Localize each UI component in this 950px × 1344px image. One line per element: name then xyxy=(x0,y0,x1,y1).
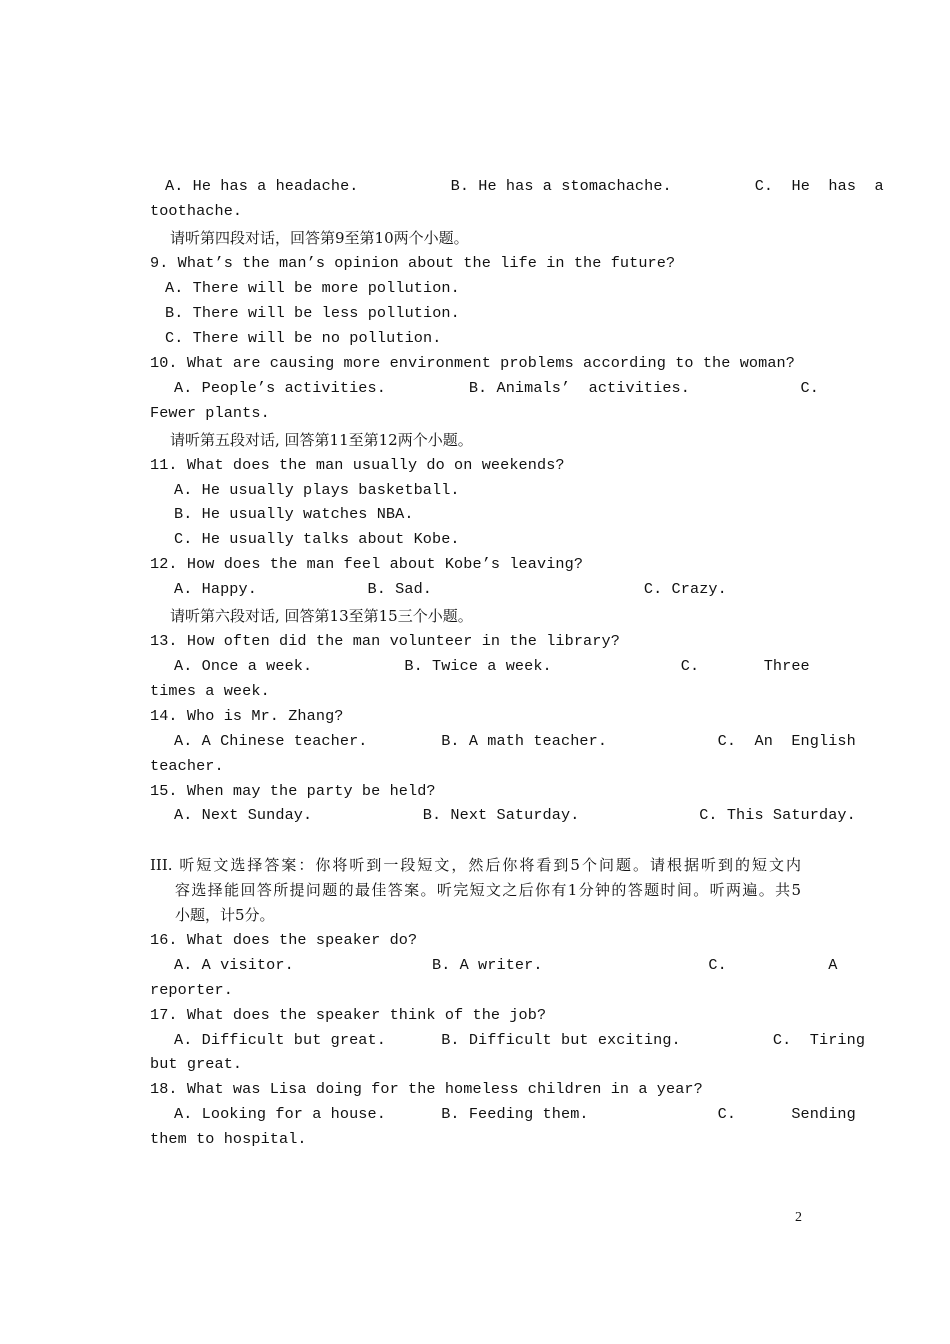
q11-option-c: C. He usually talks about Kobe. xyxy=(174,530,460,548)
q8-options: A. He has a headache. B. He has a stomachache. C. He has a xyxy=(165,177,884,195)
q12-options: A. Happy. B. Sad. C. Crazy. xyxy=(174,580,727,598)
q17-options-continued: but great. xyxy=(150,1055,243,1073)
q9-question: 9. What’s the man’s opinion about the life in the future? xyxy=(150,254,676,272)
q17-question: 17. What does the speaker think of the job? xyxy=(150,1006,547,1024)
section5-instruction: 请听第五段对话, 回答第11至第12两个小题。 xyxy=(170,431,473,449)
q13-options: A. Once a week. B. Twice a week. C. Three xyxy=(174,657,810,675)
part3-instruction-line2: 容选择能回答所提问题的最佳答案。听完短文之后你有1分钟的答题时间。听两遍。共5 xyxy=(175,881,801,899)
page-number: 2 xyxy=(795,1210,802,1225)
q11-option-b: B. He usually watches NBA. xyxy=(174,505,414,523)
q12-question: 12. How does the man feel about Kobe’s leaving? xyxy=(150,555,584,573)
q14-options-continued: teacher. xyxy=(150,757,224,775)
q14-question: 14. Who is Mr. Zhang? xyxy=(150,707,344,725)
part3-instruction-line1: III. 听短文选择答案：你将听到一段短文，然后你将看到5个问题。请根据听到的短文内 xyxy=(150,856,801,874)
section6-instruction: 请听第六段对话, 回答第13至第15三个小题。 xyxy=(170,607,473,625)
q9-option-c: C. There will be no pollution. xyxy=(165,329,442,347)
section4-instruction: 请听第四段对话，回答第9至第10两个小题。 xyxy=(170,229,469,247)
q14-options: A. A Chinese teacher. B. A math teacher. C. An English xyxy=(174,732,856,750)
q10-question: 10. What are causing more environment problems according to the woman? xyxy=(150,354,795,372)
q9-option-b: B. There will be less pollution. xyxy=(165,304,460,322)
q16-question: 16. What does the speaker do? xyxy=(150,931,418,949)
q8-options-continued: toothache. xyxy=(150,202,243,220)
part3-instruction-line3: 小题，计5分。 xyxy=(175,906,275,924)
q13-options-continued: times a week. xyxy=(150,682,270,700)
q16-options: A. A visitor. B. A writer. C. A xyxy=(174,956,838,974)
q15-options: A. Next Sunday. B. Next Saturday. C. This Saturday. xyxy=(174,806,856,824)
q9-option-a: A. There will be more pollution. xyxy=(165,279,460,297)
q10-options-continued: Fewer plants. xyxy=(150,404,270,422)
q18-options-continued: them to hospital. xyxy=(150,1130,307,1148)
q11-question: 11. What does the man usually do on weekends? xyxy=(150,456,565,474)
q16-options-continued: reporter. xyxy=(150,981,233,999)
q18-question: 18. What was Lisa doing for the homeless children in a year? xyxy=(150,1080,703,1098)
q18-options: A. Looking for a house. B. Feeding them. C. Sending xyxy=(174,1105,856,1123)
q15-question: 15. When may the party be held? xyxy=(150,782,436,800)
q13-question: 13. How often did the man volunteer in the library? xyxy=(150,632,620,650)
q10-options: A. People’s activities. B. Animals’ activities. C. xyxy=(174,379,819,397)
q11-option-a: A. He usually plays basketball. xyxy=(174,481,460,499)
q17-options: A. Difficult but great. B. Difficult but exciting. C. Tiring xyxy=(174,1031,866,1049)
